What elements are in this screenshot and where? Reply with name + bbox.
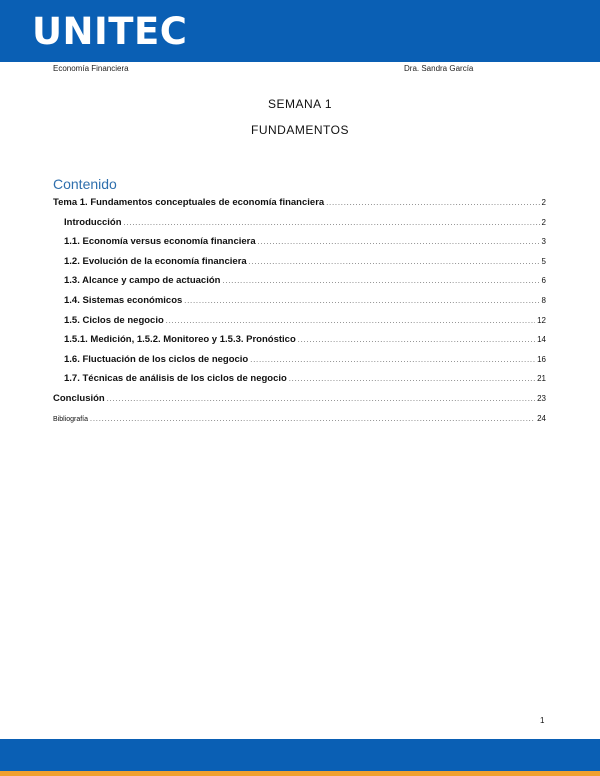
toc-entry-1-2[interactable] bbox=[53, 254, 546, 274]
toc-leader bbox=[90, 412, 535, 427]
toc-entry-label: 1.1. Economía versus economía financiera bbox=[64, 236, 256, 248]
toc-entry-label: 1.5.1. Medición, 1.5.2. Monitoreo y 1.5.3. Pronóstico bbox=[64, 334, 296, 346]
toc-leader bbox=[124, 216, 540, 231]
toc-entry-label: 1.3. Alcance y campo de actuación bbox=[64, 275, 221, 287]
table-of-contents bbox=[53, 195, 546, 430]
toc-entry-label: Tema 1. Fundamentos conceptuales de economía financiera bbox=[53, 197, 325, 208]
toc-entry-page: 24 bbox=[537, 413, 546, 423]
toc-leader bbox=[107, 392, 535, 407]
toc-leader bbox=[249, 255, 540, 270]
toc-entry-label: Conclusión bbox=[53, 392, 105, 404]
week-title: SEMANA 1 bbox=[267, 97, 333, 111]
toc-entry-page: 23 bbox=[537, 393, 546, 403]
toc-leader bbox=[184, 294, 539, 309]
toc-entry-label: 1.4. Sistemas económicos bbox=[64, 294, 183, 306]
unitec-logo: UNITEC bbox=[32, 10, 188, 53]
toc-leader bbox=[166, 314, 535, 329]
toc-entry-page: 3 bbox=[541, 237, 546, 247]
toc-leader bbox=[289, 372, 535, 387]
toc-entry-page: 6 bbox=[541, 276, 546, 286]
toc-entry-introduccion[interactable] bbox=[53, 215, 546, 235]
toc-entry-label: 1.5. Ciclos de negocio bbox=[64, 314, 164, 326]
toc-entry-label: 1.6. Fluctuación de los ciclos de negocio bbox=[64, 353, 249, 365]
toc-entry-bibliografia[interactable] bbox=[53, 411, 546, 431]
toc-entry-page: 2 bbox=[541, 198, 546, 207]
toc-leader bbox=[258, 235, 540, 250]
toc-entry-page: 12 bbox=[537, 315, 546, 325]
toc-entry-1-1[interactable] bbox=[53, 234, 546, 254]
toc-entry-label: Bibliografía bbox=[53, 415, 89, 423]
toc-entry-page: 16 bbox=[537, 354, 546, 364]
toc-entry-page: 21 bbox=[537, 374, 546, 384]
toc-entry-conclusion[interactable] bbox=[53, 391, 546, 411]
footer-bar bbox=[0, 739, 600, 771]
instructor-name: Dra. Sandra García bbox=[404, 64, 474, 73]
toc-leader bbox=[298, 333, 535, 348]
toc-leader bbox=[222, 274, 539, 289]
toc-leader bbox=[326, 196, 539, 211]
toc-entry-1-5[interactable] bbox=[53, 313, 546, 333]
subject-title: FUNDAMENTOS bbox=[251, 123, 349, 137]
toc-entry-label: 1.2. Evolución de la economía financiera bbox=[64, 255, 247, 267]
toc-entry-1-3[interactable] bbox=[53, 273, 546, 293]
toc-entry-label: Introducción bbox=[64, 216, 122, 228]
toc-entry-tema-1[interactable] bbox=[53, 195, 546, 215]
toc-entry-1-4[interactable] bbox=[53, 293, 546, 313]
toc-entry-page: 8 bbox=[541, 295, 546, 305]
toc-entry-1-5-1[interactable] bbox=[53, 332, 546, 352]
toc-leader bbox=[250, 353, 535, 368]
toc-entry-1-6[interactable] bbox=[53, 352, 546, 372]
toc-heading: Contenido bbox=[53, 176, 117, 192]
course-name: Economía Financiera bbox=[53, 64, 129, 73]
toc-entry-label: 1.7. Técnicas de análisis de los ciclos de negocio bbox=[64, 373, 287, 385]
footer-accent-stripe bbox=[0, 771, 600, 776]
toc-entry-page: 14 bbox=[537, 335, 546, 345]
toc-entry-page: 5 bbox=[541, 256, 546, 266]
toc-entry-page: 2 bbox=[541, 217, 546, 227]
toc-entry-1-7[interactable] bbox=[53, 371, 546, 391]
header-banner bbox=[0, 0, 600, 62]
page-number: 1 bbox=[540, 716, 545, 725]
